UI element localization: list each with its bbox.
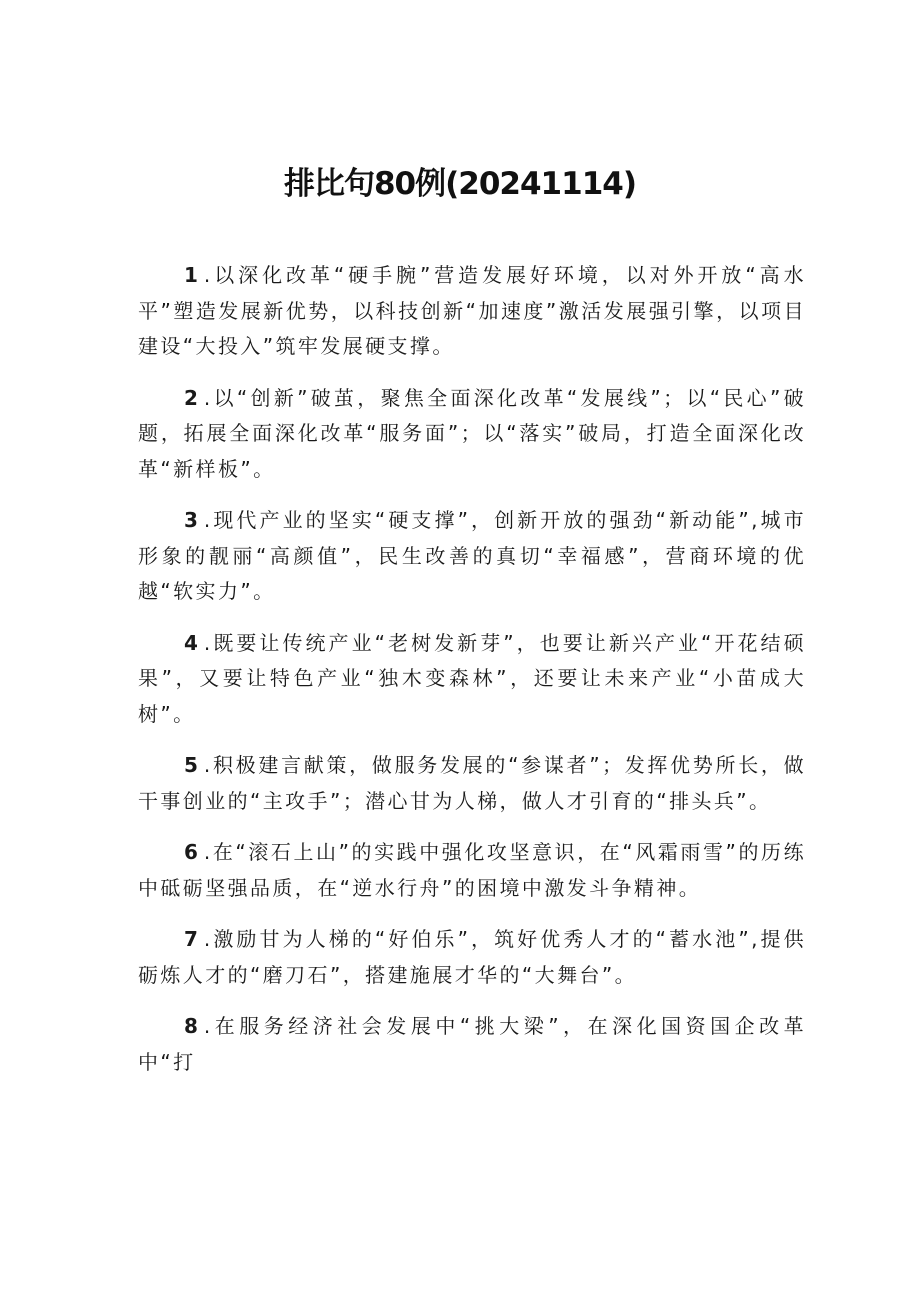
paragraph-text: .积极建言献策，做服务发展的“参谋者”；发挥优势所长，做干事创业的“主攻手”；潜心甘为人梯，做人才引育的“排头兵”。 — [138, 753, 806, 813]
paragraph-number: 1 — [184, 263, 204, 287]
paragraph-5 — [138, 748, 806, 819]
paragraph-7 — [138, 922, 806, 993]
paragraph-1 — [138, 258, 806, 365]
paragraph-text: .既要让传统产业“老树发新芽”，也要让新兴产业“开花结硕果”，又要让特色产业“独木变森林”，还要让未来产业“小苗成大树”。 — [138, 630, 806, 726]
document-body — [138, 258, 806, 1096]
paragraph-text: .激励甘为人梯的“好伯乐”，筑好优秀人才的“蓄水池”,提供砺炼人才的“磨刀石”，搭建施展才华的“大舞台”。 — [138, 927, 806, 987]
paragraph-number: 6 — [184, 840, 204, 864]
paragraph-3 — [138, 503, 806, 610]
paragraph-text: .现代产业的坚实“硬支撑”，创新开放的强劲“新动能”,城市形象的靓丽“高颜值”，民生改善的真切“幸福感”，营商环境的优越“软实力”。 — [138, 508, 806, 603]
document-title: 排比句80例(20241114) — [283, 166, 637, 202]
paragraph-text: .在服务经济社会发展中“挑大梁”，在深化国资国企改革中“打 — [138, 1014, 806, 1074]
paragraph-number: 8 — [184, 1014, 204, 1038]
paragraph-2 — [138, 381, 806, 488]
paragraph-4 — [138, 626, 806, 733]
paragraph-8 — [138, 1009, 806, 1080]
paragraph-number: 5 — [184, 753, 204, 777]
paragraph-number: 7 — [184, 927, 204, 951]
paragraph-text: .在“滚石上山”的实践中强化攻坚意识，在“风霜雨雪”的历练中砥砺坚强品质，在“逆水行舟”的困境中激发斗争精神。 — [138, 840, 806, 900]
paragraph-text: .以“创新”破茧，聚焦全面深化改革“发展线”；以“民心”破题，拓展全面深化改革“服务面”；以“落实”破局，打造全面深化改革“新样板”。 — [138, 385, 806, 481]
paragraph-number: 3 — [184, 508, 204, 532]
paragraph-6 — [138, 835, 806, 906]
paragraph-number: 4 — [184, 630, 204, 655]
paragraph-number: 2 — [184, 385, 204, 410]
paragraph-text: .以深化改革“硬手腕”营造发展好环境，以对外开放“高水平”塑造发展新优势，以科技创新“加速度”激活发展强引擎，以项目建设“大投入”筑牢发展硬支撑。 — [138, 263, 806, 358]
